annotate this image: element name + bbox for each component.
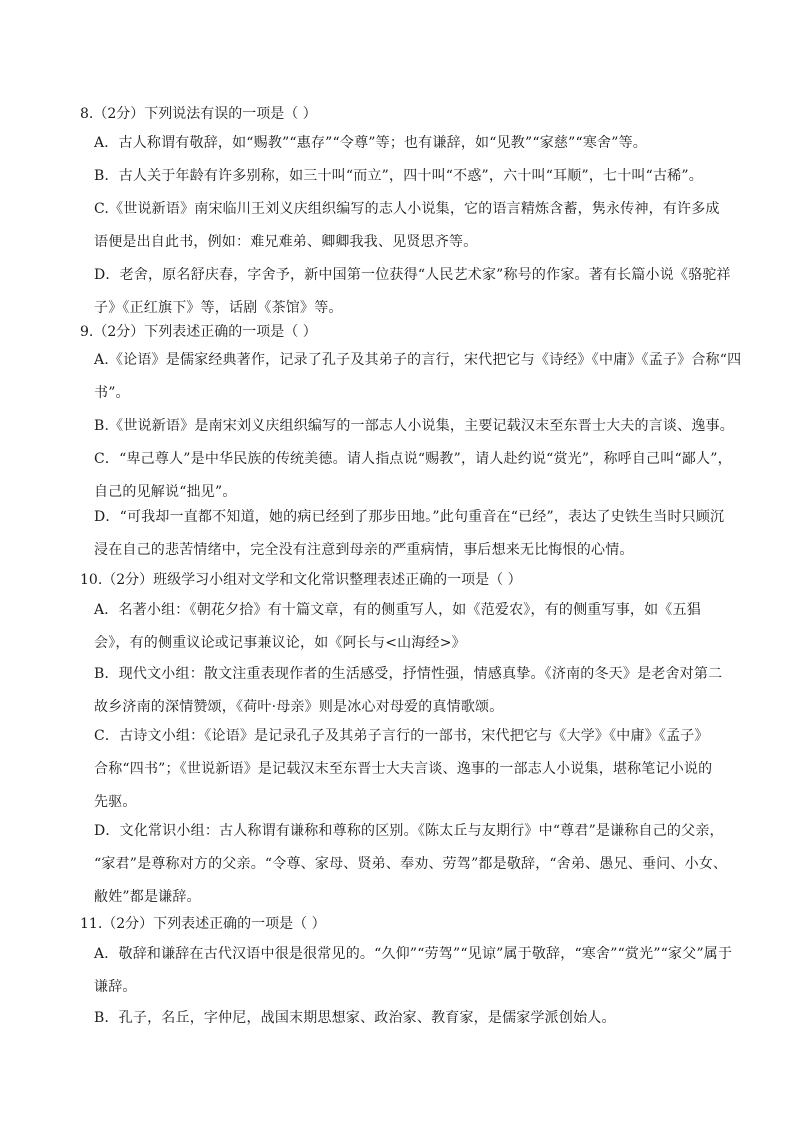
- option-text: D．“可我却一直都不知道，她的病已经到了那步田地。”此句重音在“已经”，表达了史铁生当时只顾沉: [94, 509, 725, 525]
- option-text: 自己的见解说“拙见”。: [94, 484, 237, 500]
- option-text: 子》《正红旗下》等，话剧《茶馆》等。: [94, 300, 343, 316]
- question-title: 10.（2分）班级学习小组对文学和文化常识整理表述正确的一项是（ ）: [80, 572, 522, 588]
- option-text: B.《世说新语》是南宋刘义庆组织编写的一部志人小说集，主要记载汉末至东晋士大夫的言谈、逸事。: [94, 418, 734, 434]
- option-text: 会》，有的侧重议论或记事兼议论，如《阿长与<山海经>》: [94, 635, 466, 651]
- option-text: A．名著小组：《朝花夕拾》有十篇文章，有的侧重写人，如《范爱农》，有的侧重写事，如《五猖: [94, 602, 701, 618]
- option-text: 故乡济南的深情赞颂，《荷叶·母亲》则是冰心对母爱的真情歌颂。: [94, 699, 504, 715]
- option-text: 合称“四书”；《世说新语》是记载汉末至东晋士大夫言谈、逸事的一部志人小说集，堪称笔记小说的: [94, 761, 713, 777]
- option-a[interactable]: [94, 594, 752, 660]
- option-text: 语便是出自此书，例如：难兄难弟、卿卿我我、见贤思齐等。: [94, 234, 478, 250]
- option-d[interactable]: [94, 259, 752, 325]
- option-text: B．古人关于年龄有许多别称，如三十叫“而立”，四十叫“不惑”，六十叫“耳顺”，七十叫“古稀”。: [94, 168, 703, 184]
- option-d[interactable]: [94, 501, 752, 567]
- option-c[interactable]: [94, 193, 752, 259]
- option-text: C.《世说新语》南宋临川王刘义庆组织编写的志人小说集，它的语言精炼含蓄，隽永传神，有许多成: [94, 201, 720, 217]
- option-text: A.《论语》是儒家经典著作，记录了孔子及其弟子的言行，宋代把它与《诗经》《中庸》《孟子》合称“四: [94, 352, 742, 368]
- option-text: 浸在自己的悲苦情绪中，完全没有注意到母亲的严重病情，事后想来无比悔恨的心情。: [94, 542, 634, 558]
- option-a[interactable]: [94, 344, 752, 410]
- option-d[interactable]: [94, 815, 752, 914]
- option-text: 敝姓”都是谦辞。: [94, 889, 201, 905]
- option-text: C．古诗文小组：《论语》是记录孔子及其弟子言行的一部书，宋代把它与《大学》《中庸》《孟子》: [94, 728, 709, 744]
- question-title: 11.（2分）下列表述正确的一项是（ ）: [80, 916, 326, 932]
- option-a[interactable]: [94, 938, 752, 1004]
- option-text: A．敬辞和谦辞在古代汉语中很是很常见的。“久仰”“劳驾”“见谅”属于敬辞，“寒舍”“赏光”“家父”属于: [94, 946, 733, 962]
- option-b[interactable]: [94, 410, 752, 443]
- option-a[interactable]: [94, 127, 752, 160]
- option-text: “家君”是尊称对方的父亲。“令尊、家母、贤弟、奉劝、劳驾”都是敬辞，“舍弟、愚兄、垂问、小女、: [94, 856, 728, 872]
- option-c[interactable]: [94, 443, 752, 509]
- option-c[interactable]: [94, 720, 752, 819]
- option-text: B．孔子，名丘，字仲尼，战国末期思想家、政治家、教育家，是儒家学派创始人。: [94, 1010, 616, 1026]
- option-text: A．古人称谓有敬辞，如“赐教”“惠存”“令尊”等；也有谦辞，如“见教”“家慈”“寒舍”等。: [94, 135, 647, 151]
- option-b[interactable]: [94, 1002, 752, 1035]
- option-text: D．老舍，原名舒庆春，字舍予，新中国第一位获得“人民艺术家”称号的作家。著有长篇小说《骆驼祥: [94, 267, 731, 283]
- option-b[interactable]: [94, 160, 752, 193]
- option-text: C．“卑己尊人”是中华民族的传统美德。请人指点说“赐教”，请人赴约说“赏光”，称呼自己叫“鄙人”，: [94, 451, 732, 467]
- option-text: D．文化常识小组：古人称谓有谦称和尊称的区别。《陈太丘与友期行》中“尊君”是谦称自己的父亲，: [94, 823, 724, 839]
- option-text: 书”。: [94, 385, 130, 401]
- option-b[interactable]: [94, 658, 752, 724]
- question-title: 9.（2分）下列表述正确的一项是（ ）: [80, 324, 317, 340]
- question-title: 8.（2分）下列说法有误的一项是（ ）: [80, 106, 317, 122]
- option-text: 先驱。: [94, 794, 137, 810]
- option-text: 谦辞。: [94, 979, 137, 995]
- option-text: B．现代文小组：散文注重表现作者的生活感受，抒情性强，情感真挚。《济南的冬天》是老舍对第二: [94, 666, 723, 682]
